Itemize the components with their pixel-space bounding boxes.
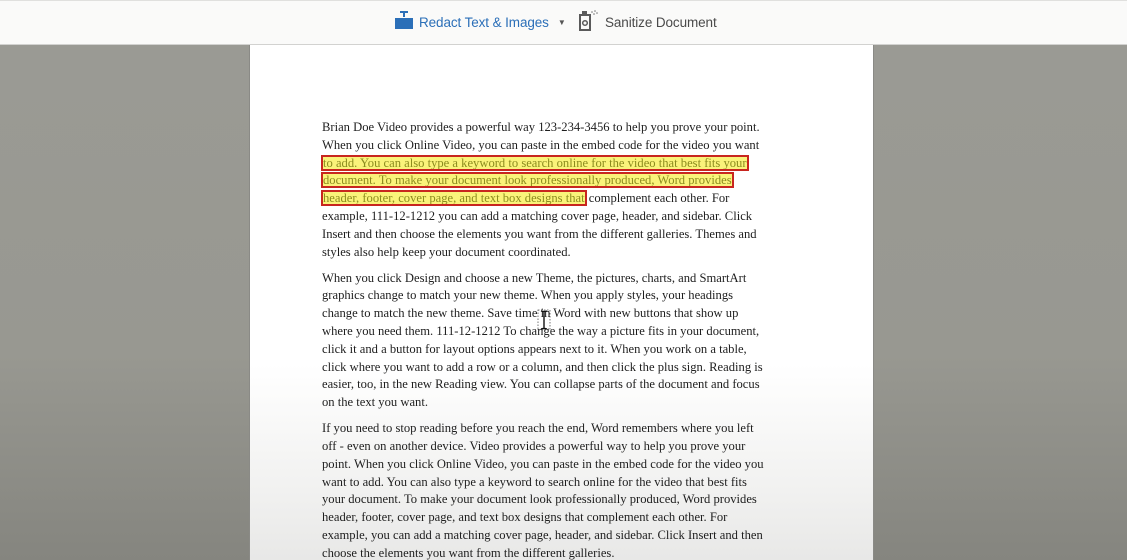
paragraph <box>322 119 802 261</box>
text-line: easier, too, in the new Reading view. You can collapse parts of the document and focus <box>322 377 760 392</box>
text-line: click it and a button for layout options appears next to it. When you work on a table, <box>322 341 747 356</box>
document-body[interactable] <box>322 119 802 560</box>
text-line: on the text you want. <box>322 395 428 410</box>
text-line: change to match the new theme. Save time in Word with new buttons that show up <box>322 306 739 321</box>
text-cursor-icon <box>537 309 551 331</box>
text-line: graphics change to match your new theme. When you apply styles, your headings <box>322 288 734 303</box>
text-line: If you need to stop reading before you reach the end, Word remembers where you left <box>322 421 754 436</box>
text-line: where you need them. 111-12-1212 To change the way a picture fits in your document, <box>322 323 760 338</box>
text-line: Insert and then choose the elements you want from the different galleries. Themes and <box>322 226 757 241</box>
sanitize-spray-icon <box>578 9 600 36</box>
sanitize-document-label: Sanitize Document <box>605 15 717 30</box>
redaction-mark[interactable]: header, footer, cover page, and text box designs that <box>323 191 585 206</box>
text-line: point. When you click Online Video, you can paste in the embed code for the video you <box>322 456 764 471</box>
paragraph <box>322 420 802 560</box>
text-line <box>322 155 802 173</box>
text-line: example, 111-12-1212 you can add a matching cover page, header, and sidebar. Click <box>322 208 753 223</box>
text-line: styles also help keep your document coordinated. <box>322 244 571 259</box>
redaction-toolbar <box>0 0 1127 45</box>
redaction-mark[interactable]: to add. You can also type a keyword to search online for the video that best fits your <box>323 155 747 170</box>
text-line: Brian Doe Video provides a powerful way 123-234-3456 to help you prove your point. <box>322 120 760 134</box>
text-line: When you click Design and choose a new Theme, the pictures, charts, and SmartArt <box>322 270 747 285</box>
redact-icon <box>394 10 414 35</box>
text-line: example, you can add a matching cover page, header, and sidebar. Click Insert and then <box>322 527 763 542</box>
paragraph <box>322 270 802 412</box>
text-line: off - even on another device. Video provides a powerful way to help you prove your <box>322 438 746 453</box>
text-line: want to add. You can also type a keyword to search online for the video that best fits <box>322 474 747 489</box>
text-line: header, footer, cover page, and text box designs that complement each other. For <box>323 191 730 206</box>
redact-text-images-label: Redact Text & Images <box>419 15 549 30</box>
redaction-mark[interactable]: document. To make your document look professionally produced, Word provides <box>323 173 732 188</box>
text-line: choose the elements you want from the different galleries. <box>322 545 615 560</box>
text-line: When you click Online Video, you can paste in the embed code for the video you want <box>322 137 760 152</box>
sanitize-document-button[interactable] <box>578 1 717 44</box>
chevron-down-icon[interactable]: ▼ <box>557 18 566 27</box>
text-line: your document. To make your document look professionally produced, Word provides <box>322 492 757 507</box>
text-line <box>322 172 802 190</box>
text-line: header, footer, cover page, and text box designs that complement each other. For <box>322 510 728 525</box>
text-line: click where you want to add a row or a column, and then click the plus sign. Reading is <box>322 359 763 374</box>
redact-text-images-button[interactable] <box>394 1 566 44</box>
